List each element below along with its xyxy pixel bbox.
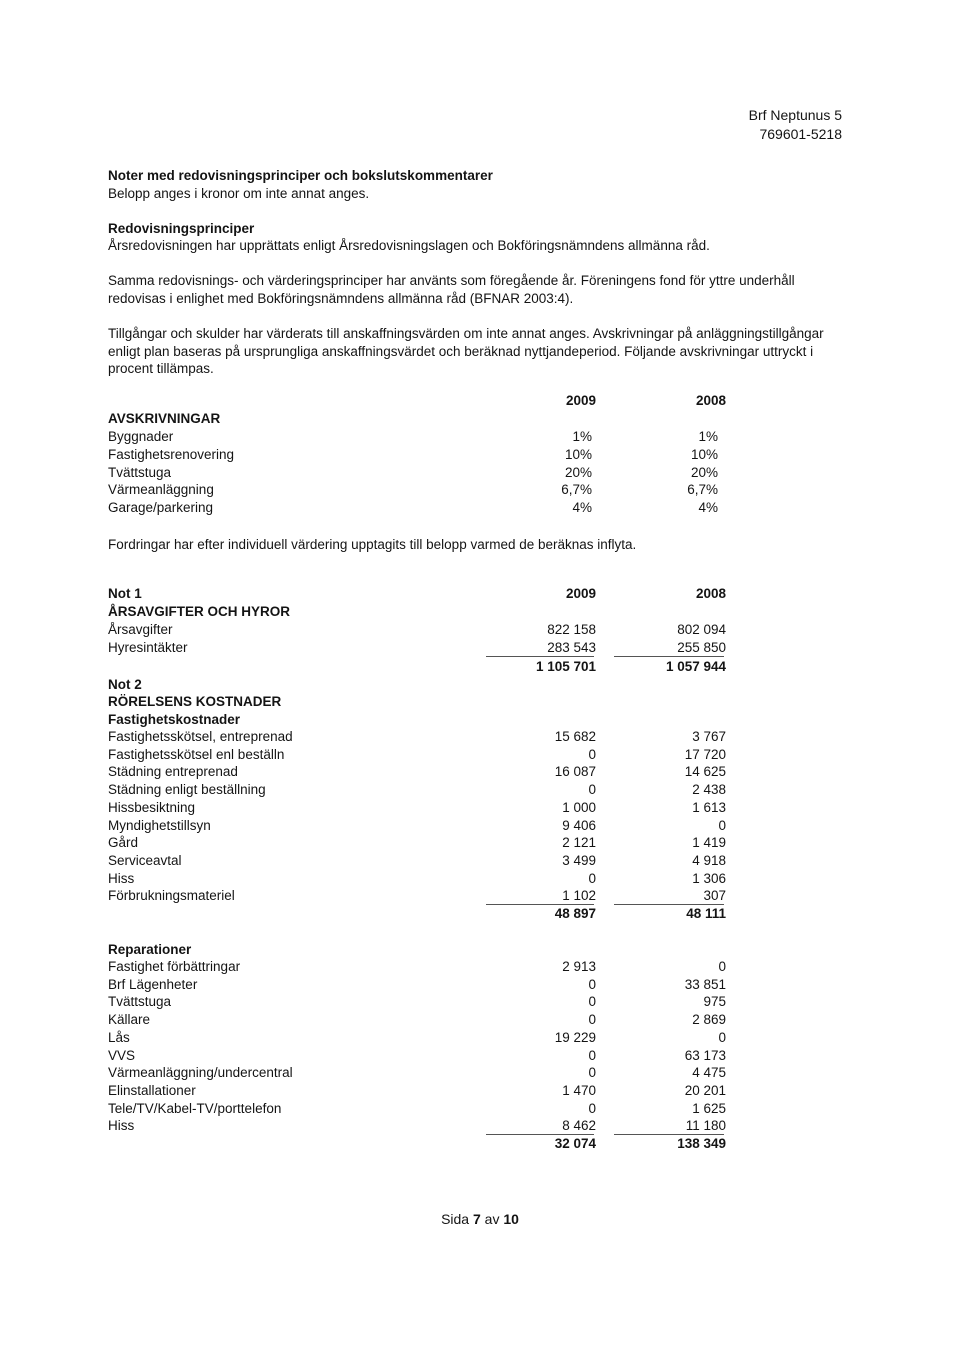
value-2008: 3 767 — [692, 729, 726, 744]
total-2008: 48 111 — [686, 906, 726, 921]
total-2009: 32 074 — [554, 1136, 596, 1151]
paragraph-line: Samma redovisnings- och värderingsprinciper har använts som föregående år. Föreningens fond för yttre underhåll — [108, 273, 795, 288]
table-row — [108, 621, 728, 639]
total-2008: 1 057 944 — [665, 659, 726, 674]
value-2008: 11 180 — [685, 1118, 726, 1134]
value-2008: 1 613 — [692, 799, 726, 815]
value-2009: 2 913 — [562, 959, 596, 974]
property-costs-heading — [108, 711, 728, 729]
value-2008: 0 — [718, 1029, 726, 1045]
table-row — [108, 639, 728, 657]
row-label: Tvättstuga — [108, 994, 172, 1010]
table-row — [108, 1117, 728, 1135]
total-2009: 1 105 701 — [535, 659, 596, 674]
value-2009: 1 102 — [562, 888, 596, 904]
value-2008: 1 419 — [692, 835, 726, 851]
row-label: Fastighetsskötsel, entreprenad — [108, 729, 293, 744]
table-row — [108, 428, 728, 446]
value-2009: 1% — [572, 429, 592, 444]
row-label: Fastighetsrenovering — [108, 446, 235, 462]
row-label: Värmeanläggning — [108, 482, 214, 498]
table-row — [108, 1047, 728, 1065]
value-2009: 0 — [588, 994, 596, 1010]
note2-heading — [108, 693, 728, 711]
value-2009: 0 — [588, 870, 596, 886]
value-2009: 0 — [588, 1047, 596, 1063]
total-row — [108, 905, 728, 923]
value-2008: 802 094 — [677, 622, 726, 637]
total-2008: 138 349 — [677, 1136, 726, 1151]
value-2009: 19 229 — [554, 1029, 596, 1045]
table-row — [108, 834, 728, 852]
value-2008: 14 625 — [684, 764, 726, 780]
value-2009: 6,7% — [561, 482, 592, 498]
total-row — [108, 1135, 728, 1153]
row-label: Städning entreprenad — [108, 764, 238, 780]
sum-underline — [486, 656, 594, 657]
table-row — [108, 763, 728, 781]
note1-label: Not 1 — [108, 586, 142, 601]
paragraph-line: Tillgångar och skulder har värderats till anskaffningsvärden om inte annat anges. Avskrivningar på anläggningstillgångar — [108, 326, 824, 341]
value-2008: 1 306 — [692, 870, 726, 886]
value-2008: 2 869 — [692, 1012, 726, 1028]
note2-header — [108, 676, 728, 694]
value-2008: 17 720 — [684, 746, 726, 762]
value-2009: 1 470 — [562, 1082, 596, 1098]
row-label: Källare — [108, 1012, 151, 1028]
table-row — [108, 781, 728, 799]
notes-title: Noter med redovisningsprinciper och bokslutskommentarer — [108, 168, 493, 183]
table-row — [108, 746, 728, 764]
row-label: Hiss — [108, 870, 135, 886]
table-row — [108, 817, 728, 835]
paragraph-line: redovisas i enlighet med Bokföringsnämndens allmänna råd (BFNAR 2003:4). — [108, 290, 574, 306]
value-2008: 4 918 — [692, 852, 726, 868]
value-2009: 10% — [564, 446, 592, 462]
total-2009: 48 897 — [554, 906, 596, 921]
row-label: Serviceavtal — [108, 852, 182, 868]
table-row — [108, 799, 728, 817]
row-label: Förbrukningsmateriel — [108, 888, 235, 904]
page-prefix: Sida — [441, 1211, 473, 1227]
table-row — [108, 958, 728, 976]
value-2009: 0 — [588, 782, 596, 798]
sum-underline — [614, 656, 724, 657]
note1-header — [108, 585, 728, 603]
paragraph-line: enligt plan baseras på ursprungliga anskaffningsvärdet och beräknad nyttjandeperiod. Följande avskrivningar uttryckt i — [108, 343, 814, 359]
note2-title: RÖRELSENS KOSTNADER — [108, 694, 282, 709]
value-2008: 4 475 — [692, 1065, 726, 1081]
depreciation-year-header — [108, 392, 728, 410]
row-label: Hissbesiktning — [108, 799, 196, 815]
value-2009: 1 000 — [562, 799, 596, 815]
table-row — [108, 1029, 728, 1047]
value-2009: 8 462 — [562, 1118, 596, 1134]
org-number: 769601-5218 — [759, 126, 842, 142]
value-2008: 2 438 — [692, 782, 726, 798]
value-2009: 4% — [572, 500, 592, 516]
row-label: Städning enligt beställning — [108, 782, 266, 798]
value-2009: 15 682 — [554, 729, 596, 744]
value-2008: 307 — [703, 888, 726, 904]
table-row — [108, 1064, 728, 1082]
table-row — [108, 1082, 728, 1100]
value-2008: 20% — [690, 464, 718, 480]
depreciation-heading — [108, 410, 728, 428]
row-label: VVS — [108, 1047, 136, 1063]
value-2009: 0 — [588, 746, 596, 762]
page-mid: av — [480, 1211, 504, 1227]
principles-heading: Redovisningsprinciper — [108, 221, 255, 236]
principles-paragraph-2 — [108, 272, 838, 307]
table-row — [108, 481, 728, 499]
row-label: Tele/TV/Kabel-TV/porttelefon — [108, 1100, 282, 1116]
note2-label: Not 2 — [108, 677, 142, 692]
value-2008: 33 851 — [684, 976, 726, 992]
value-2009: 0 — [588, 1012, 596, 1028]
value-2009: 0 — [588, 1100, 596, 1116]
org-name: Brf Neptunus 5 — [748, 107, 842, 123]
note1-heading — [108, 603, 728, 621]
row-label: Garage/parkering — [108, 500, 214, 516]
value-2008: 4% — [698, 500, 718, 516]
year-2008-header: 2008 — [695, 586, 726, 601]
table-row — [108, 1011, 728, 1029]
row-label: Hiss — [108, 1118, 135, 1134]
table-row — [108, 1100, 728, 1118]
value-2009: 16 087 — [554, 764, 596, 780]
value-2009: 3 499 — [562, 852, 596, 868]
row-label: Myndighetstillsyn — [108, 817, 211, 833]
table-row — [108, 993, 728, 1011]
value-2009: 2 121 — [562, 835, 596, 851]
year-2009-header: 2009 — [565, 393, 596, 408]
page-number: 7 — [472, 1211, 481, 1227]
value-2009: 9 406 — [562, 817, 596, 833]
value-2009: 283 543 — [547, 639, 596, 655]
value-2009: 0 — [588, 976, 596, 992]
table-row — [108, 976, 728, 994]
value-2008: 20 201 — [684, 1082, 726, 1098]
value-2009: 20% — [564, 464, 592, 480]
notes-subtitle: Belopp anges i kronor om inte annat anges. — [108, 186, 370, 201]
repairs-heading — [108, 941, 728, 959]
row-label: Värmeanläggning/undercentral — [108, 1065, 293, 1081]
value-2008: 975 — [703, 994, 726, 1010]
value-2008: 6,7% — [687, 482, 718, 498]
table-row — [108, 870, 728, 888]
receivables-note: Fordringar har efter individuell värdering upptagits till belopp varmed de beräknas inflyta. — [108, 537, 637, 552]
value-2008: 0 — [718, 817, 726, 833]
year-2008-header: 2008 — [695, 393, 726, 408]
row-label: Tvättstuga — [108, 464, 172, 480]
row-label: Hyresintäkter — [108, 639, 188, 655]
value-2008: 1 625 — [692, 1100, 726, 1116]
table-row — [108, 887, 728, 905]
principles-paragraph-1: Årsredovisningen har upprättats enligt Årsredovisningslagen och Bokföringsnämndens allmänna råd. — [108, 238, 710, 253]
year-2009-header: 2009 — [565, 586, 596, 601]
row-label: Fastighet förbättringar — [108, 959, 241, 974]
row-label: Årsavgifter — [108, 622, 173, 637]
property-costs-title: Fastighetskostnader — [108, 712, 241, 727]
table-row — [108, 728, 728, 746]
org-header — [749, 106, 842, 144]
note1-title: ÅRSAVGIFTER OCH HYROR — [108, 604, 291, 619]
total-row — [108, 658, 728, 676]
row-label: Gård — [108, 835, 139, 851]
row-label: Brf Lägenheter — [108, 976, 198, 992]
depreciation-title: AVSKRIVNINGAR — [108, 411, 221, 426]
value-2008: 255 850 — [677, 639, 726, 655]
paragraph-line: procent tillämpas. — [108, 361, 214, 376]
repairs-title: Reparationer — [108, 942, 192, 957]
row-label: Byggnader — [108, 429, 174, 444]
row-label: Elinstallationer — [108, 1082, 196, 1098]
row-label: Fastighetsskötsel enl beställn — [108, 746, 285, 762]
row-label: Lås — [108, 1029, 130, 1045]
page-total: 10 — [503, 1211, 519, 1227]
table-row — [108, 446, 728, 464]
value-2008: 63 173 — [684, 1047, 726, 1063]
value-2009: 0 — [588, 1065, 596, 1081]
table-row — [108, 499, 728, 517]
value-2008: 1% — [698, 429, 718, 444]
table-row — [108, 852, 728, 870]
page-footer — [0, 1211, 960, 1227]
value-2009: 822 158 — [547, 622, 596, 637]
value-2008: 10% — [690, 446, 718, 462]
table-row — [108, 464, 728, 482]
principles-paragraph-3 — [108, 325, 838, 378]
value-2008: 0 — [718, 959, 726, 974]
